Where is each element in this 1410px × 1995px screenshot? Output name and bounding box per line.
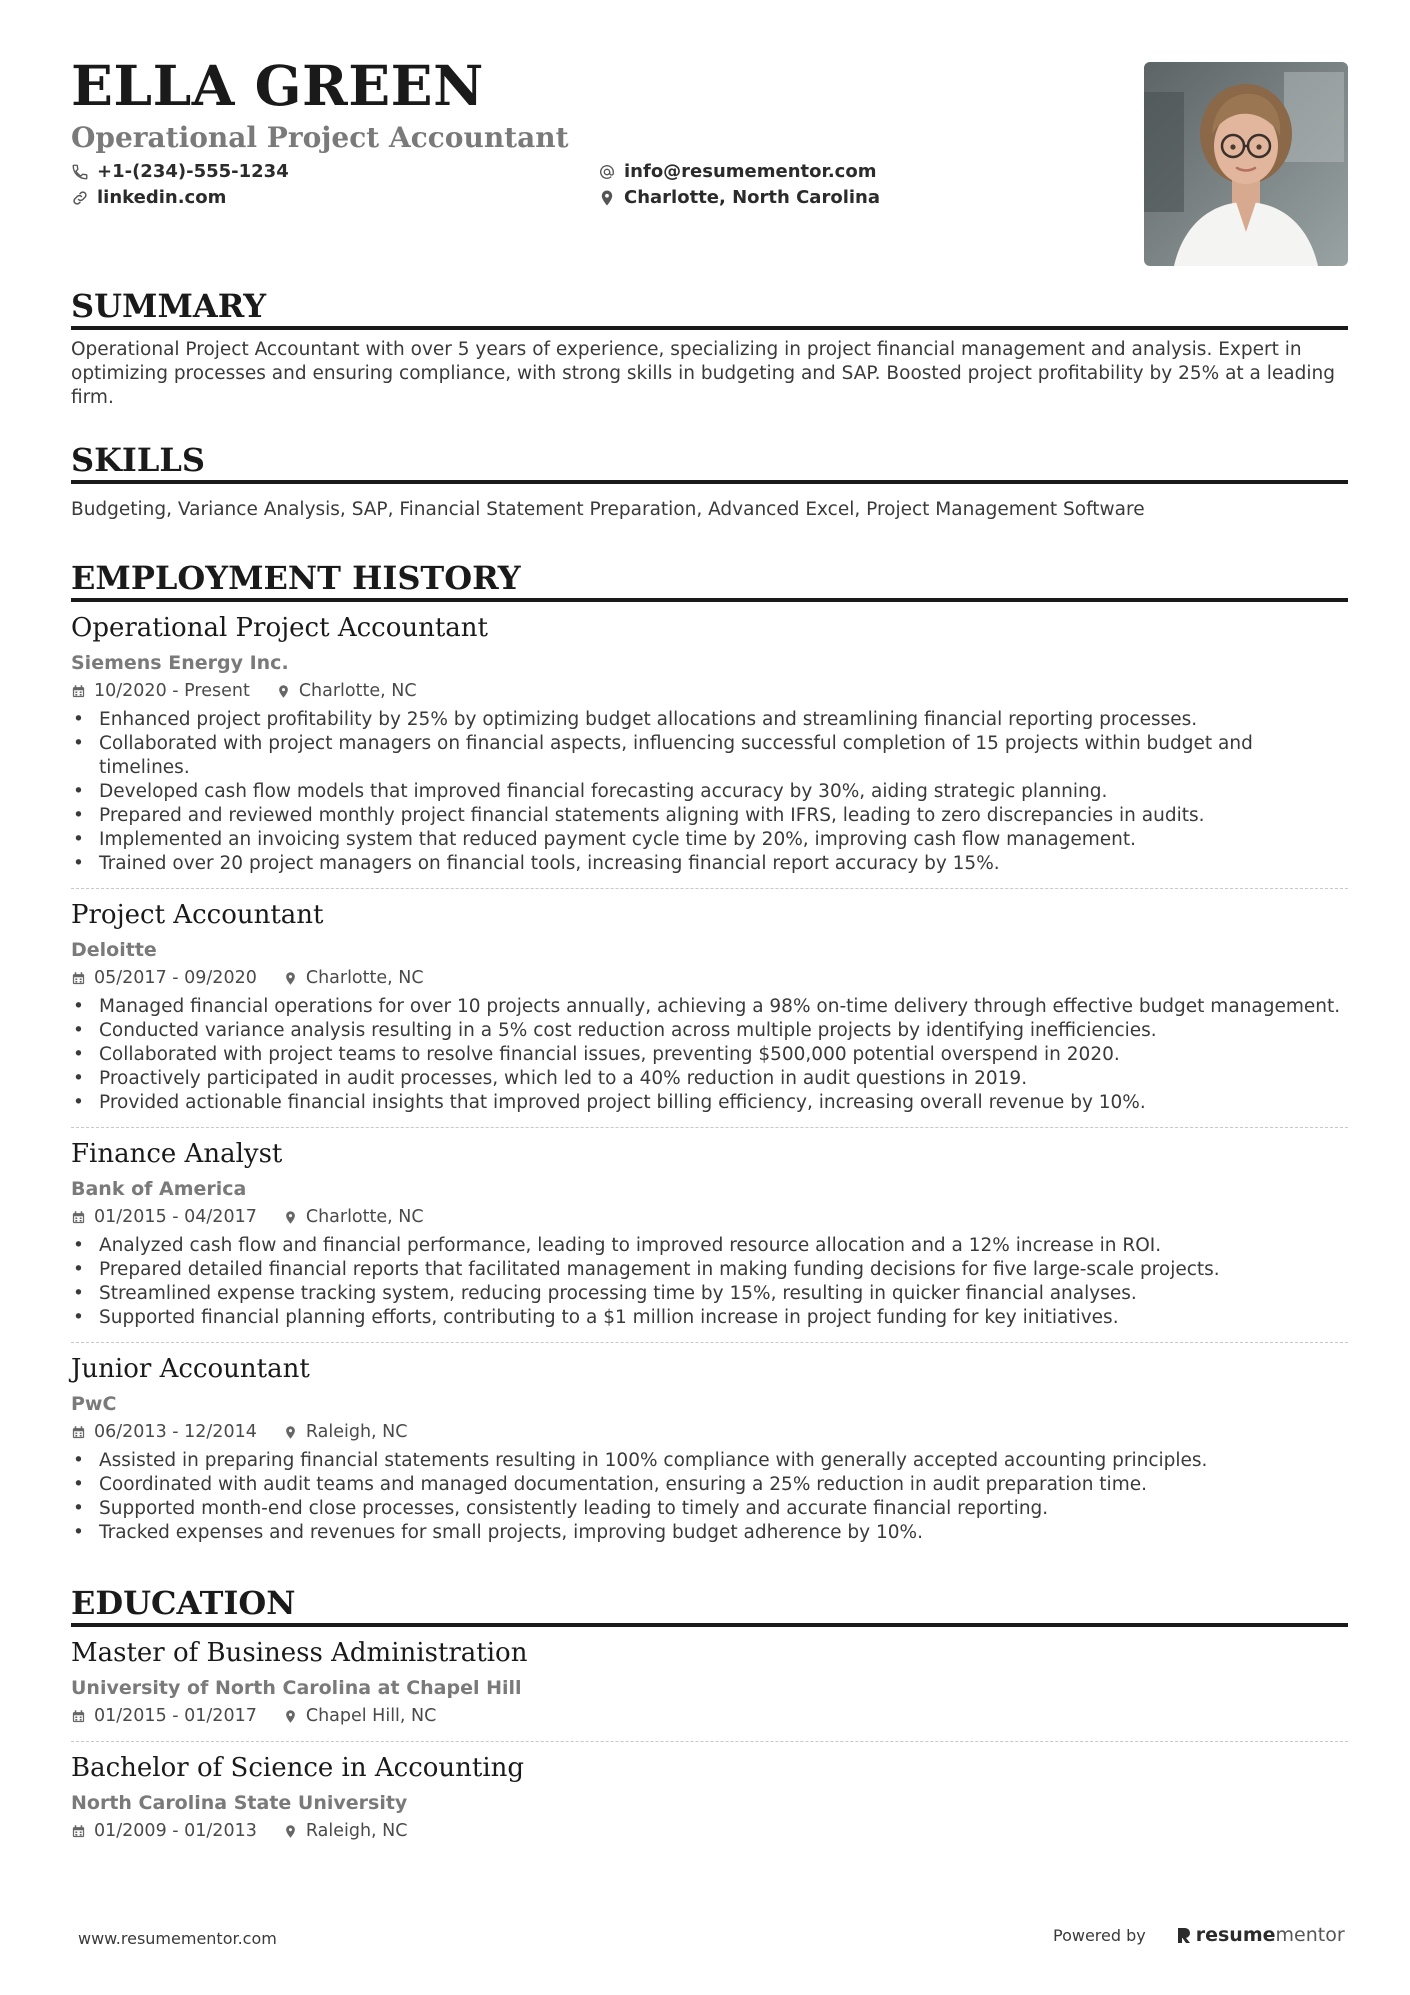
- bullet-item: • Enhanced project profitability by 25% by optimizing budget allocations and streamlining financial reporting processes.: [71, 708, 1348, 732]
- at-icon: [598, 163, 616, 181]
- brand-logo[interactable]: [1176, 1924, 1345, 1946]
- job-location: Charlotte, NC: [305, 968, 424, 988]
- bullet-item: • Assisted in preparing financial statements resulting in 100% compliance with generally accepted accounting principles.: [71, 1449, 1348, 1473]
- job-bullets: [71, 995, 1348, 1115]
- skills-heading: SKILLS: [71, 444, 1348, 484]
- school: University of North Carolina at Chapel Hill: [71, 1677, 522, 1699]
- job-company: Deloitte: [71, 939, 157, 961]
- job-meta: [71, 678, 1348, 704]
- skills-text: Budgeting, Variance Analysis, SAP, Financial Statement Preparation, Advanced Excel, Project Management Software: [71, 499, 1145, 520]
- summary-section: [71, 287, 1348, 410]
- bullet-item: • Supported financial planning efforts, contributing to a $1 million increase in project funding for key initiatives.: [71, 1306, 1348, 1330]
- job-role: Project Accountant: [71, 900, 324, 930]
- resume-header: [71, 0, 1348, 282]
- profile-photo-illustration: [1144, 62, 1348, 266]
- job-location: Charlotte, NC: [305, 1207, 424, 1227]
- bullet-item: • Prepared and reviewed monthly project financial statements aligning with IFRS, leading to zero discrepancies in audits.: [71, 804, 1348, 828]
- job-bullets: [71, 708, 1348, 876]
- footer-powered-by: [1053, 1924, 1345, 1946]
- job-bullets: [71, 1234, 1348, 1330]
- education-meta: [71, 1703, 1348, 1729]
- bullet-item: • Implemented an invoicing system that reduced payment cycle time by 20%, improving cash flow management.: [71, 828, 1348, 852]
- summary-heading: SUMMARY: [71, 290, 1348, 330]
- job-company: Siemens Energy Inc.: [71, 652, 289, 674]
- job-entry: [71, 602, 1348, 889]
- brand-name-bold: resume: [1195, 1924, 1276, 1946]
- bullet-item: • Tracked expenses and revenues for small projects, improving budget adherence by 10%.: [71, 1521, 1348, 1545]
- candidate-name: ELLA GREEN: [71, 53, 484, 118]
- bullet-item: • Proactively participated in audit processes, which led to a 40% reduction in audit questions in 2019.: [71, 1067, 1348, 1091]
- location-pin-icon: [283, 971, 298, 986]
- contact-location: [598, 187, 880, 208]
- bullet-item: • Streamlined expense tracking system, reducing processing time by 15%, resulting in quicker financial analyses.: [71, 1282, 1348, 1306]
- job-role: Operational Project Accountant: [71, 613, 489, 643]
- education-heading: EDUCATION: [71, 1587, 1348, 1627]
- location-pin-icon: [276, 684, 291, 699]
- location-text: Charlotte, North Carolina: [624, 187, 880, 208]
- job-dates: 06/2013 - 12/2014: [94, 1422, 257, 1442]
- job-role: Finance Analyst: [71, 1139, 283, 1169]
- contact-email[interactable]: [598, 161, 876, 182]
- education-location: Chapel Hill, NC: [305, 1706, 437, 1726]
- job-meta: [71, 1419, 1348, 1445]
- job-location: Raleigh, NC: [305, 1422, 408, 1442]
- bullet-item: • Trained over 20 project managers on financial tools, increasing financial report accuracy by 15%.: [71, 852, 1348, 876]
- location-pin-icon: [283, 1709, 298, 1724]
- bullet-item: • Provided actionable financial insights that improved project billing efficiency, increasing overall revenue by 10%.: [71, 1091, 1348, 1115]
- job-role: Junior Accountant: [71, 1354, 310, 1384]
- bullet-item: • Collaborated with project teams to resolve financial issues, preventing $500,000 potential overspend in 2020.: [71, 1043, 1348, 1067]
- bullet-item: • Managed financial operations for over 10 projects annually, achieving a 98% on-time delivery through effective budget management.: [71, 995, 1348, 1019]
- bullet-item: • Collaborated with project managers on financial aspects, influencing successful completion of 15 projects within budget and timelines.: [71, 732, 1348, 780]
- job-entry: [71, 1343, 1348, 1557]
- contact-phone: [71, 161, 289, 182]
- job-dates: 01/2015 - 04/2017: [94, 1207, 257, 1227]
- bullet-item: • Conducted variance analysis resulting in a 5% cost reduction across multiple projects by identifying inefficiencies.: [71, 1019, 1348, 1043]
- email-text[interactable]: info@resumementor.com: [624, 161, 877, 182]
- link-icon: [71, 189, 89, 207]
- degree: Master of Business Administration: [71, 1638, 528, 1668]
- bullet-item: • Prepared detailed financial reports that facilitated management in making funding decisions for five large-scale projects.: [71, 1258, 1348, 1282]
- bullet-item: • Supported month-end close processes, consistently leading to timely and accurate financial reporting.: [71, 1497, 1348, 1521]
- summary-text: Operational Project Accountant with over 5 years of experience, specializing in project financial management and analysis. Expert in optimizing processes and ensuring compliance, with strong skills in budgeting and SAP. Boosted project profitability by 25% at a leading firm.: [71, 339, 1335, 408]
- education-dates: 01/2015 - 01/2017: [94, 1706, 257, 1726]
- job-dates: 10/2020 - Present: [94, 681, 250, 701]
- job-location: Charlotte, NC: [298, 681, 417, 701]
- employment-section: [71, 559, 1348, 1557]
- calendar-icon: [71, 1210, 86, 1225]
- bullet-item: • Developed cash flow models that improved financial forecasting accuracy by 30%, aiding strategic planning.: [71, 780, 1348, 804]
- powered-by-text: Powered by: [1053, 1925, 1146, 1945]
- bullet-item: • Analyzed cash flow and financial performance, leading to improved resource allocation and a 12% increase in ROI.: [71, 1234, 1348, 1258]
- brand-name-light: mentor: [1275, 1924, 1345, 1946]
- job-company: PwC: [71, 1393, 117, 1415]
- employment-heading: EMPLOYMENT HISTORY: [71, 562, 1348, 602]
- job-entry: [71, 1128, 1348, 1343]
- contact-linkedin[interactable]: [71, 187, 226, 208]
- education-dates: 01/2009 - 01/2013: [94, 1821, 257, 1841]
- school: North Carolina State University: [71, 1792, 408, 1814]
- bullet-item: • Coordinated with audit teams and managed documentation, ensuring a 25% reduction in audit preparation time.: [71, 1473, 1348, 1497]
- education-entry: [71, 1742, 1348, 1856]
- resume-content: [71, 0, 1348, 1856]
- phone-text: +1-(234)-555-1234: [97, 161, 289, 182]
- calendar-icon: [71, 1824, 86, 1839]
- brand-logo-icon: [1176, 1926, 1192, 1944]
- phone-icon: [71, 163, 89, 181]
- profile-photo: [1144, 62, 1348, 266]
- location-pin-icon: [283, 1824, 298, 1839]
- calendar-icon: [71, 1709, 86, 1724]
- job-meta: [71, 965, 1348, 991]
- location-pin-icon: [283, 1210, 298, 1225]
- calendar-icon: [71, 684, 86, 699]
- job-bullets: [71, 1449, 1348, 1545]
- calendar-icon: [71, 1425, 86, 1440]
- footer-website[interactable]: www.resumementor.com: [78, 1929, 277, 1948]
- education-meta: [71, 1818, 1348, 1844]
- job-company: Bank of America: [71, 1178, 247, 1200]
- calendar-icon: [71, 971, 86, 986]
- job-meta: [71, 1204, 1348, 1230]
- job-dates: 05/2017 - 09/2020: [94, 968, 257, 988]
- degree: Bachelor of Science in Accounting: [71, 1753, 525, 1783]
- skills-section: [71, 441, 1348, 522]
- location-pin-icon: [283, 1425, 298, 1440]
- linkedin-text[interactable]: linkedin.com: [97, 187, 227, 208]
- job-entry: [71, 889, 1348, 1128]
- education-location: Raleigh, NC: [305, 1821, 408, 1841]
- education-entry: [71, 1627, 1348, 1742]
- location-pin-icon: [598, 189, 616, 207]
- candidate-title: Operational Project Accountant: [71, 121, 569, 154]
- education-section: [71, 1584, 1348, 1856]
